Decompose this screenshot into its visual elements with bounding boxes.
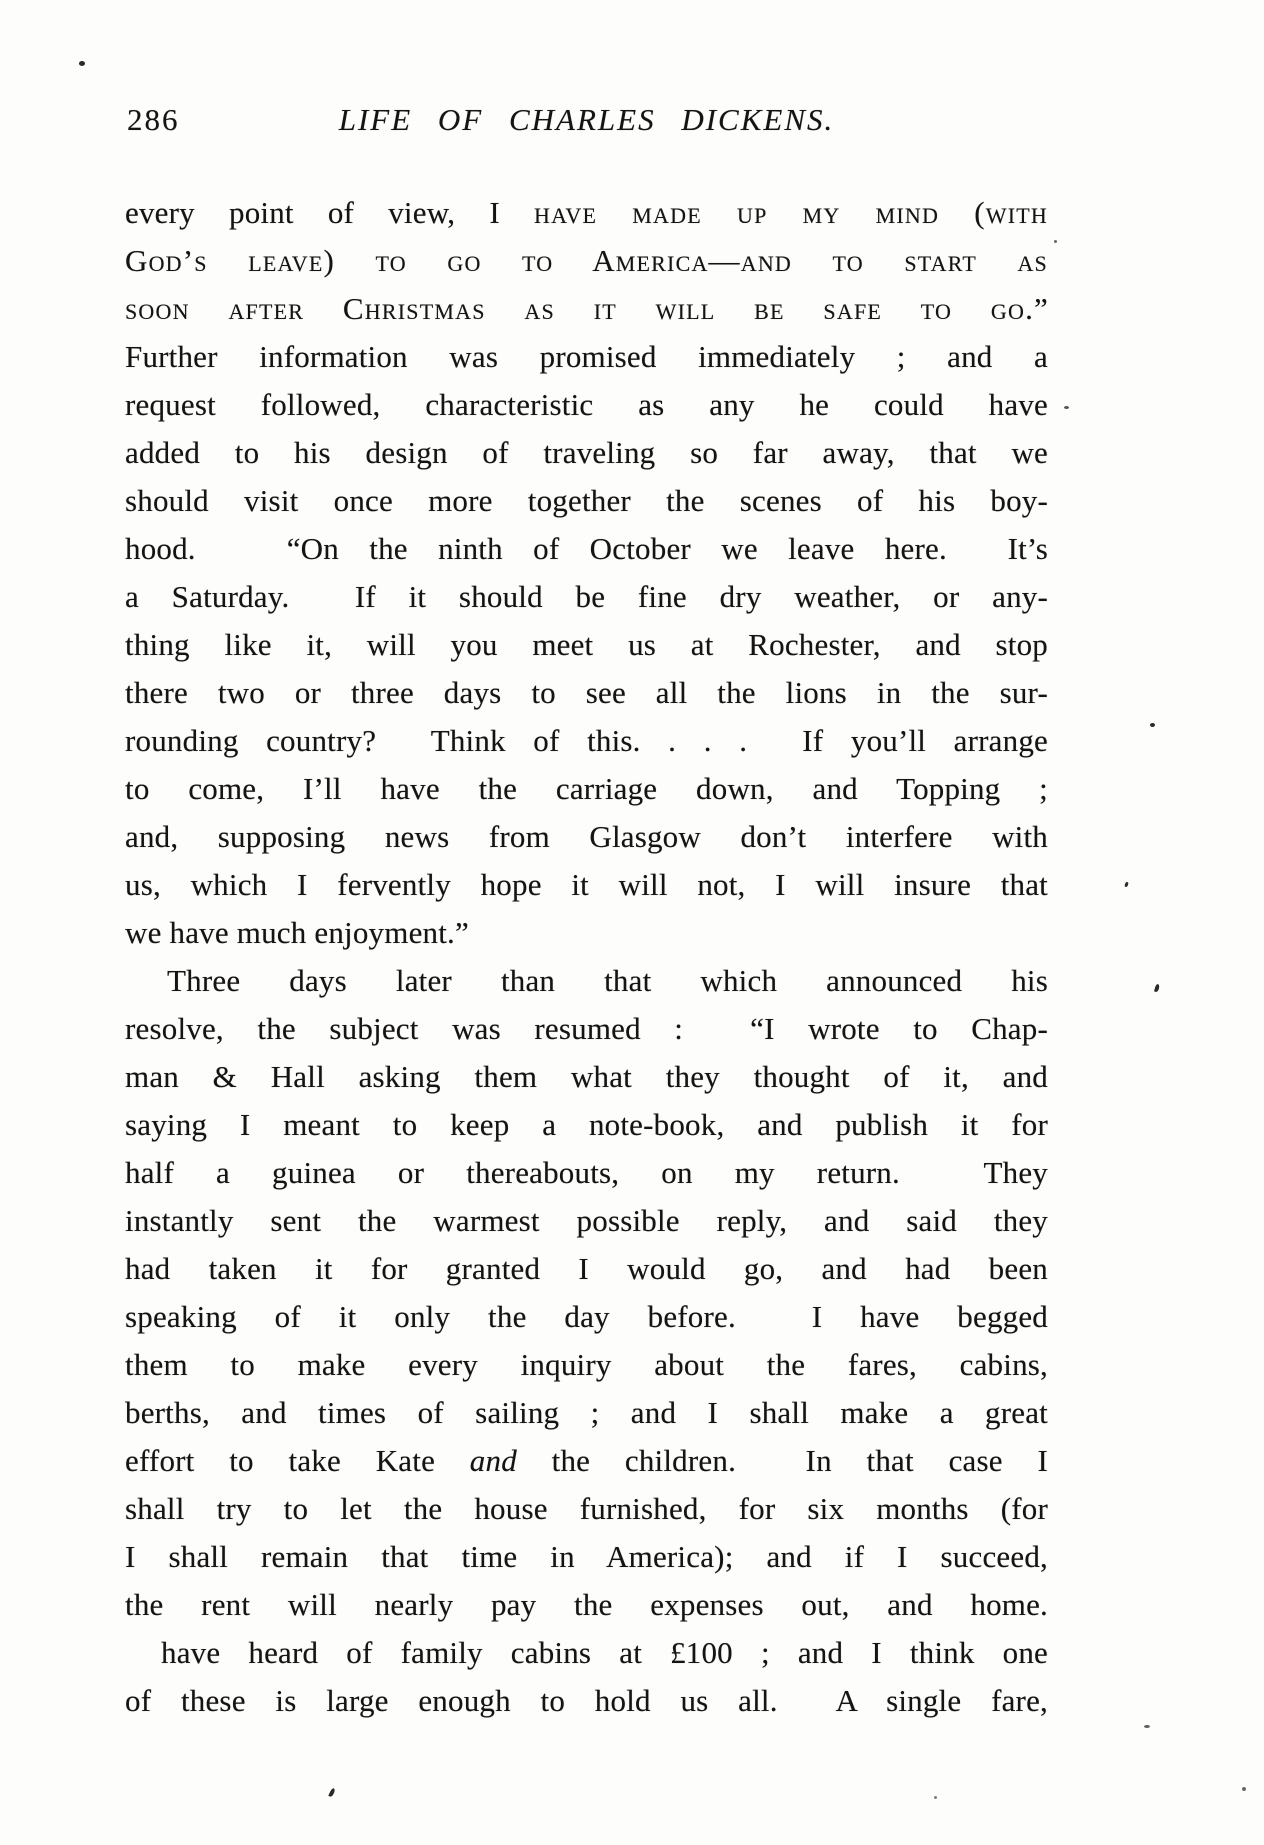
text-line (125, 237, 1048, 285)
text-line: we have much enjoyment.” (125, 915, 469, 950)
text-line: effort to take Kate and the children. In that case I (125, 1443, 1048, 1478)
scan-speck (79, 61, 85, 66)
paragraph (125, 957, 1048, 1629)
scan-speck (934, 1796, 937, 1799)
text-line: half a guinea or thereabouts, on my return. They (125, 1155, 1048, 1190)
scan-speck (1242, 1787, 1246, 1791)
scan-speck (328, 1788, 335, 1798)
text-line: Three days later than that which announced his (167, 963, 1048, 998)
text-line: a Saturday. If it should be fine dry weather, or any- (125, 579, 1048, 614)
paragraph (125, 1629, 1048, 1725)
page-number: 286 (127, 102, 180, 137)
text-line: rounding country? Think of this. . . . If you’ll arrange (125, 723, 1048, 758)
scan-speck (1124, 882, 1129, 888)
text-line: the rent will nearly pay the expenses out, and home. (125, 1587, 1048, 1622)
scan-speck (1154, 984, 1160, 993)
small-caps-text: soon after Christmas as it will be safe to go. (125, 291, 1035, 326)
text-line: request followed, characteristic as any he could have (125, 387, 1048, 422)
scan-speck (1064, 406, 1069, 409)
text-line: should visit once more together the scenes of his boy- (125, 483, 1048, 518)
scan-speck (1150, 723, 1155, 727)
paragraph (125, 189, 1048, 957)
text-line: have heard of family cabins at £100 ; and I think one (161, 1635, 1048, 1670)
text-line: shall try to let the house furnished, for six months (for (125, 1491, 1048, 1526)
text-line: man & Hall asking them what they thought of it, and (125, 1059, 1048, 1094)
text-line: them to make every inquiry about the fares, cabins, (125, 1347, 1048, 1382)
text-line: of these is large enough to hold us all. A single fare, (125, 1683, 1048, 1718)
text-line: there two or three days to see all the lions in the sur- (125, 675, 1048, 710)
text-line: resolve, the subject was resumed : “I wrote to Chap- (125, 1011, 1048, 1046)
text-line: berths, and times of sailing ; and I shall make a great (125, 1395, 1048, 1430)
text-line: thing like it, will you meet us at Rochester, and stop (125, 627, 1048, 662)
text-line: added to his design of traveling so far away, that we (125, 435, 1048, 470)
running-title: LIFE OF CHARLES DICKENS. (338, 102, 835, 137)
page-body (125, 189, 1048, 1725)
text-line: us, which I fervently hope it will not, I will insure that (125, 867, 1048, 902)
text-line: instantly sent the warmest possible reply, and said they (125, 1203, 1048, 1238)
text-line: soon after Christmas as it will be safe to go.” (125, 291, 1048, 326)
text-line: I shall remain that time in America); and if I succeed, (125, 1539, 1048, 1574)
scan-speck (1144, 1725, 1150, 1728)
text-line: Further information was promised immediately ; and a (125, 339, 1048, 374)
small-caps-text: have made up my mind (with (534, 195, 1048, 230)
italic-text: and (469, 1443, 517, 1478)
text-line: to come, I’ll have the carriage down, and Topping ; (125, 771, 1048, 806)
text-line: hood. “On the ninth of October we leave here. It’s (125, 531, 1048, 566)
text-line: had taken it for granted I would go, and had been (125, 1251, 1048, 1286)
scan-speck (1054, 240, 1057, 243)
text-line: every point of view, I have made up my mind (with (125, 195, 1048, 230)
text-line: speaking of it only the day before. I have begged (125, 1299, 1048, 1334)
text-line: and, supposing news from Glasgow don’t interfere with (125, 819, 1048, 854)
small-caps-text: God’s leave) to go to America—and to start as (125, 243, 1048, 278)
page-header (125, 100, 1048, 146)
text-line: saying I meant to keep a note-book, and publish it for (125, 1107, 1048, 1142)
